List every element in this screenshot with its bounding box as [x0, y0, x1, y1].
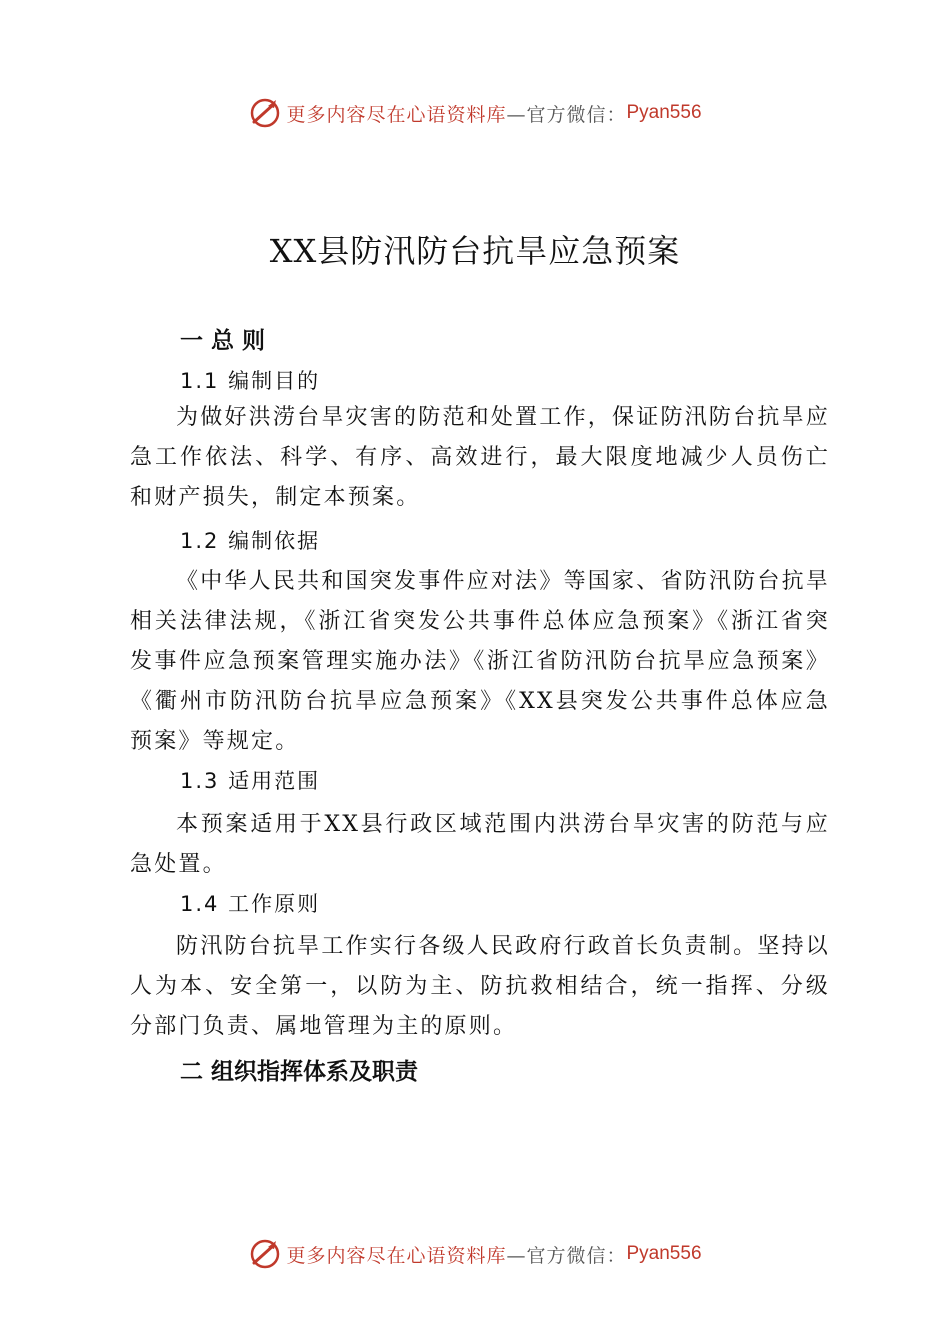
banner-text: 更多内容尽在心语资料库: [286, 1244, 507, 1267]
banner-wechat-id: Pyan556: [626, 1243, 702, 1264]
header-banner: [0, 93, 950, 133]
paragraph-1-2: 《中华人民共和国突发事件应对法》等国家、省防汛防台抗旱相关法律法规，《浙江省突发公共事件总体应急预案》《浙江省突发事件应急预案管理实施办法》《浙江省防汛防台抗旱应急预案》《衢州市防汛防台抗旱应急预案》《XX县突发公共事件总体应急预案》等规定。: [130, 569, 830, 754]
pen-logo-icon: [248, 96, 282, 130]
banner-wechat-label: —官方微信：: [506, 103, 627, 126]
pen-logo-icon: [248, 1237, 282, 1271]
section-heading-2: 二 组织指挥体系及职责: [180, 1059, 419, 1085]
banner-text: 更多内容尽在心语资料库: [286, 103, 507, 126]
subsection-heading-1-4: 1.4 工作原则: [180, 892, 321, 916]
subsection-heading-1-1: 1.1 编制目的: [180, 369, 321, 393]
footer-banner: [0, 1234, 950, 1274]
subsection-heading-1-2: 1.2 编制依据: [180, 529, 321, 553]
paragraph-1-4: 防汛防台抗旱工作实行各级人民政府行政首长负责制。坚持以人为本、安全第一，以防为主、防抗救相结合，统一指挥、分级分部门负责、属地管理为主的原则。: [130, 934, 830, 1039]
banner-wechat-label: —官方微信：: [506, 1244, 627, 1267]
document-title: XX县防汛防台抗旱应急预案: [269, 232, 681, 270]
paragraph-1-3: 本预案适用于XX县行政区域范围内洪涝台旱灾害的防范与应急处置。: [130, 812, 830, 877]
section-heading-1: 一 总 则: [180, 328, 266, 354]
subsection-heading-1-3: 1.3 适用范围: [180, 769, 321, 793]
banner-wechat-id: Pyan556: [626, 102, 702, 123]
paragraph-1-1: 为做好洪涝台旱灾害的防范和处置工作，保证防汛防台抗旱应急工作依法、科学、有序、高效进行，最大限度地减少人员伤亡和财产损失，制定本预案。: [130, 405, 830, 510]
